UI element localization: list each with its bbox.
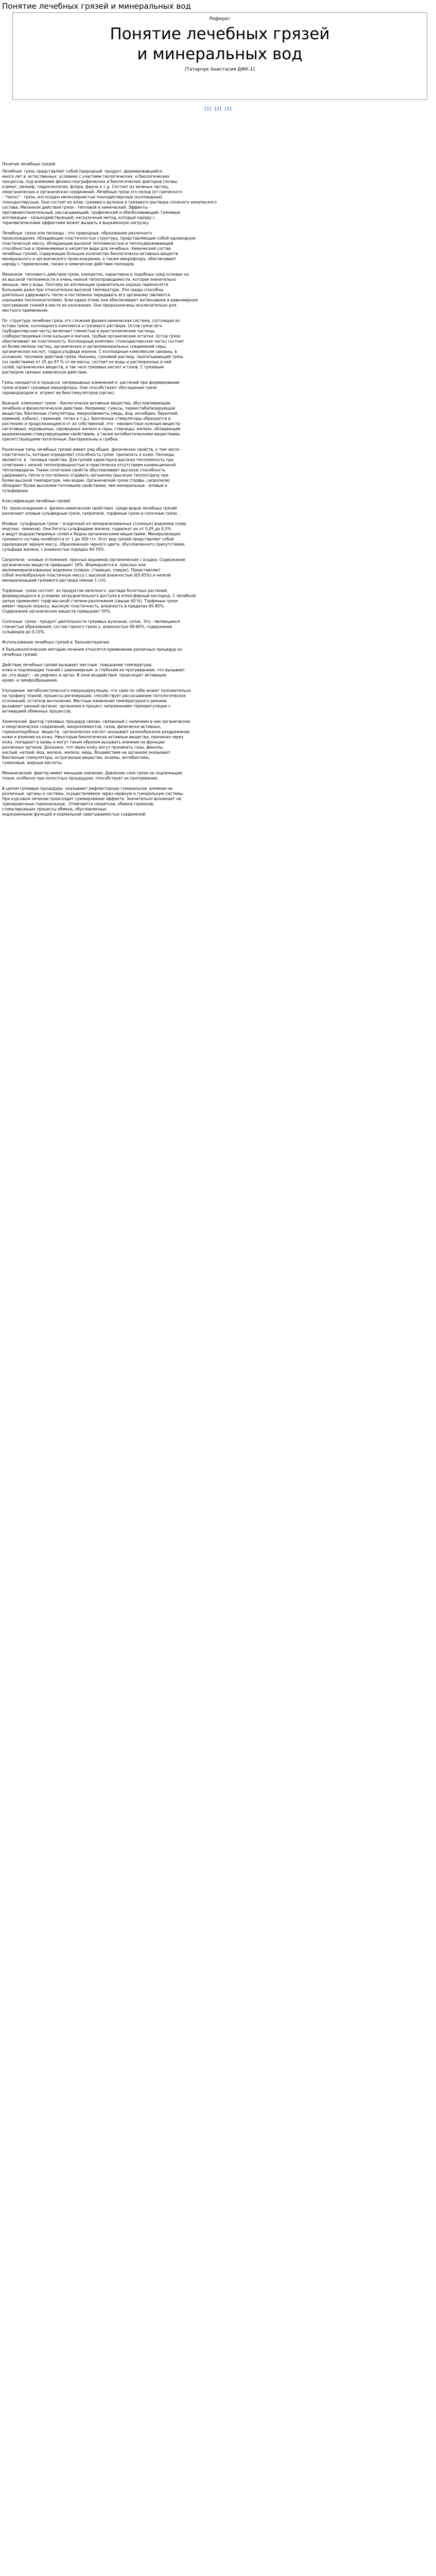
document-title-line: Понятие лечебных грязей <box>110 25 330 43</box>
paragraph: Грязь находится в процессе непрерывных изменений и растений при формировании грязи играют грязевые микрофлоры. Они способствуют обогащению грязи сероводородом и играют ее биостимуляторов (орган). <box>2 380 180 395</box>
paragraph: Улучшение метаболистического микроциркуляции, что само по себе может положительно на трофику тканей, процессы регенерации, способствует рассасыванию патологических отложений, остатков воспаления. Местные изменения температурного режима вызывают ценный органах организма в процесс напряжением терморегуляции с активацией обменных процессов. <box>2 688 191 714</box>
paragraph: Сапропели - иловые отложения пресных водоемов (органические ) осадки. Содержание органических веществ превышает 10%. Формируются в пресных или маломинерализованных водоемах (озерах, старицах, озерах). Представляют собой желеобразную пластичную массу с высокой влажностью (65-95%) и низкой минерализацией грязевого раствора (менее 1 г/л). <box>2 557 185 583</box>
page-link[interactable]: [2] <box>215 107 221 112</box>
paragraph: Механический фактор имеет меньшее значение. Давление слоя грязи на подлежащие ткани, особенно при полостных процедурах, способствует их прогреванию. <box>2 771 182 781</box>
current-page: [1] <box>204 107 212 112</box>
document-genre: Реферат <box>209 16 231 22</box>
paragraph: Торфяные грязи состоят из продуктов неполного распада болотных растений, формирующихся в условиях затруднительного доступа в атмосферный кислород. С лечебной целью применяют торф высокой степени разложения (свыше 40 %). Торфяные грязи имеют черную окраску, высокую пластичность, влажность в пределах 65-85%. Содержание органических веществ превышает 50%. <box>2 588 196 614</box>
section-heading: Классификация лечебных грязей <box>2 499 71 503</box>
paragraph: Химический фактор грязевых процедур связан, связанный с наличием в них органических и неорганических соединений, микроэлементов, газов, физически активных, гормоноподобных веществ, органических кислот оказывает разнообразное раздражение кожи и влияние на кожу. Некоторые биологически активные вещества, проникая через кожу, попадают в кровь и могут таким образом вызывать влияние на функции различных органов. Доказано, что через кожу могут проникать газы, фенолы, кислый, натрий, йод, железо, железо, медь. Воздействие на организм оказывают биогенные стимуляторы, эстрогенные вещества, энзимы, антибиотики, гуминовые, жирные кислоты. <box>2 719 190 765</box>
paragraph: Лечебная грязь представляет собой природный продукт, формировавшийся иного лет в естественных условиях с участием геологических и биологических процессов, под влиянием физико-географических и биологических факторов (почвы, климат, рельеф, гидрогеология, флора, фауна и т.д. Состоит из зеленых частиц, неорганических и органических соединений. Лечебные грязи это пелод (от греческого - "пелос" - грязь, ил)-осадки мелкозернистые тонкодисперсные (коллоидные) тонкоднсперсные. Они состоят из илов, грязевого вулкана и грязевого раствора сложного химического состава. Механизм действия грязи - тепловой и химический. Эффекты - противовоспалительный, рассасывающий, трофический и обезболивающий. Грязевые аппликации - сильнодействующий, нагрузочный метод, который наряду с терапевтическими эффектами может вызвать и выраженную нагрузку. <box>2 169 217 225</box>
document-title <box>13 24 427 64</box>
paragraph: Различные типы лечебных грязей имеют ряд общих физических свойств, к тем число - пластичность, которая определяет способность грязи прилипать к коже. Пелоиды являются в типовые свойства. Для грязей характерна высокая теплоемкость при сочетании с низкой теплопроводностью и практически отсутствием конвекционной теплопередачи. Таким сочетание свойств обусловливает высокую способность удерживать тепло и постепенно отдавать организму (высокую теплоотдачу при более высокой температуре, чем водам. Органический грязи (торфы, сапропели) обладают более высокими тепловыми свойствами, чем минеральные - иловые и сульфидные. <box>2 447 182 493</box>
paragraph: Действие лечебных грязей вызывает местные повышение температуры кожи и подлежащих тканей с равномерным и глубоким их прогреванием, что вызывает их ,что ведет, - ее рефлекс в орган. В зоне воздействия происходит активация крово- и лимфообращения. <box>2 663 185 683</box>
section-heading: Понятие лечебных грязей <box>2 162 56 166</box>
page-title: Понятие лечебных грязей и минеральных вод <box>2 2 191 11</box>
paragraph: Лечебные грязи или пелоиды - это природные образования различного происхождения, обладающие пластичностью структуру, представляющие собой однородную пластическую массу, обладающие высокой теплоемкостью и теплоудерживающей способностью и применяемые в нагретом виде для лечебных. Химический состав лечебных грязей, содержащие большое количество биологически активных веществ минерального и органического происхождения, а также микрофлору, обеспечивает наряду с термическим, также и химическое действие пелоидов. <box>2 231 196 266</box>
paragraph: Сопочные грязи - продукт деятельности грязевых вулканов, сопок. Это - являющиеся глинистые образования, состав горного грязи у, влажностью 49-60%, содержание сульфидов до 0,15%. <box>2 619 180 634</box>
paragraph: В целом грязевые процедуры оказывают рефлекторную гуморальное влияние на различные органы и системы, осуществляемое через нервную и гуморальную системы. При курсовом лечении происходит суммирование эффекта. Значительно возникает на тренировочные-гормональные. Отмечается секретная, обмена гормонов, стимулирующих процессы обмена, обусловленных эндокринными функций и нормальной свертываемостью соединений. <box>2 786 184 817</box>
paragraph: По происхождению и физико-химическим свойствам среди видов лечебных грязей различают иловые сульфидные грязи, сапропели, торфяные грязи и сопочные грязи. <box>2 506 178 516</box>
paragraph: По структуре лечебная грязь это сложная физико-химическая система, состоящая из остова грязи, коллоидного комплекса и грязевого раствора. Остов грязи (его грубодисперсная часть) включает глинистые и кристаллические частицы, слаборастворимые соли кальция и магния, грубые органические остатки. Остов грязи обеспечивает ее пластичность. Коллоидный комплекс (тонкодисперсная часть) состоит из более мелких частиц, органических и органоминеральных соединений серы, органических кислот, гидросульфида железа. С коллоидным комплексом связаны, в основном, тепловое действие грязи. Наконец, грязевой раствор, пропитывающий грязь (со свойствами) от 25 до 97 % от ее массы, состоит из воды и растворенных в ней солей, органических веществ, а так часе грязевых кислот и газов. С грязевым раствором связано химическое действие. <box>2 318 184 375</box>
paragraph: Иловые сульфидные грязи – осадочный ил минерализованных (соленых) водоемов (озер, морских лиманов). Они богаты сульфидами железа, содержат их от 0,05 до 0,5% и ведут водорастворимых солей и бедны органическими веществами. Минерализация грязевого состава колеблется от 1 до 350 г/л. Этот вид грязей представляет собой однородную черную массу, образованную черного цвета, обусловленного присутствием сульфида железа, с влажностью порядка 40-70%. <box>2 521 187 552</box>
paragraph: Важный компонент грязи – биологически активные вещества, обусловливающие лечебное и физиологическое действие. Например: гумусы, термостабилизирующие вещества, биогенные стимуляторы, микроэлементы (медь, йод, молибден, бериллий, кремний, кобальт, германий, титан и т.д.). Биогенные стимуляторы образуются в растениях и продолжающееся от их собственной, это - неизвестные нужным веществ - негативных, муравьиных, сероводных железо и серы, стероиды, железо, обладающие выраженными стимулирующими свойствами, а также антибиотическими веществами, препятствующими патогенным, бактериальны и грибки. <box>2 401 183 442</box>
document-body <box>2 162 432 822</box>
paragraph: Механизм теплового действия грязи, конкретно, характерна и подобных сред основан на их высокой теплоемкости и очень низкой теплопроводимости, которая значительно меньше, чем у воды. Поэтому их аппликации сравнительно хорошо переносятся больными даже при относительно высокой температуре. Эти среды способны длительно удерживать тепло и постепенно передавать его организму (являются хорошими теплоносителями). Благодаря этому они обеспечивают интенсивное и равномерное прогревание тканей в месте их наложения. Они предназначены исключительно для местного применения. <box>2 272 198 313</box>
page-link[interactable]: [3] <box>224 107 232 112</box>
page-navigation <box>0 106 436 112</box>
document-title-line: и минеральных вод <box>137 45 303 63</box>
document-authors: [Татарчук Анастасия ДФК-1] <box>185 67 255 72</box>
title-block <box>12 12 427 100</box>
paragraph: К бальнеологическим методам лечения относятся применение различных процедур из лечебных грязей. <box>2 647 182 657</box>
section-heading: Использование лечебных грязей в бальнеотерапии. <box>2 640 110 645</box>
